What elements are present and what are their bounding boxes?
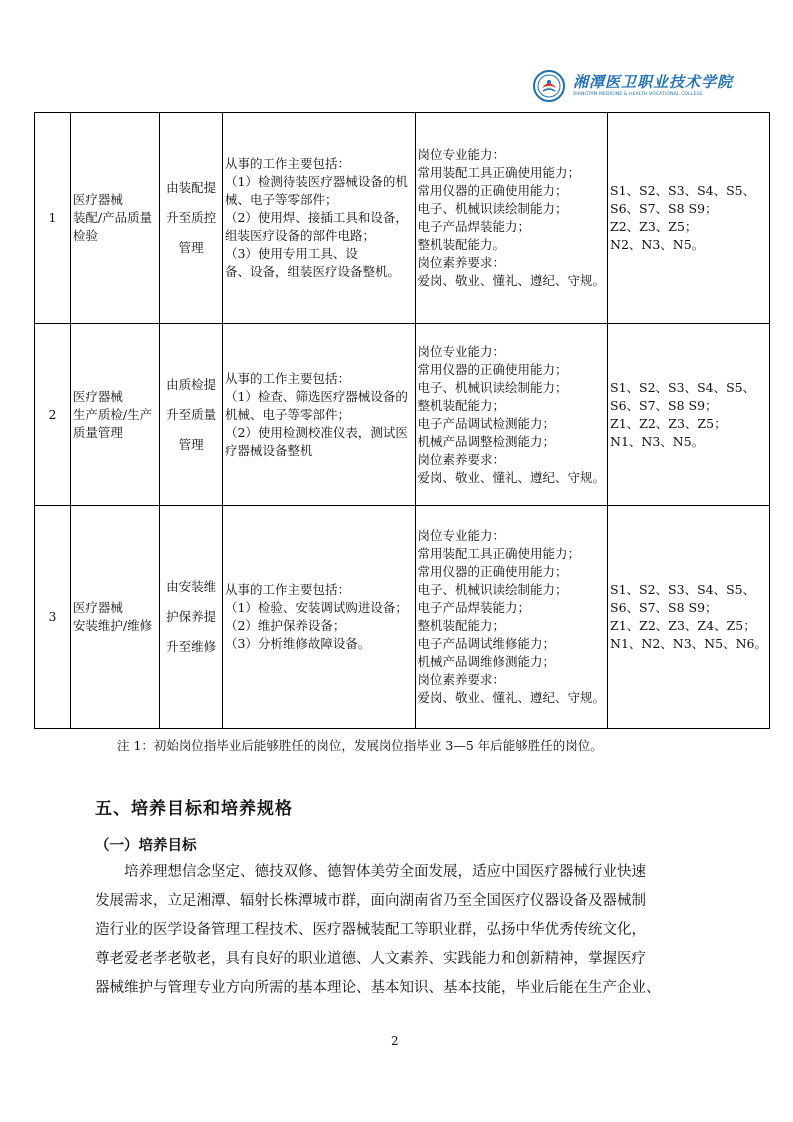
paragraph-line: 培养理想信念坚定、德技双修、德智体美劳全面发展，适应中国医疗器械行业快速 [95, 864, 646, 880]
row-number: 1 [35, 113, 71, 324]
job-abilities: 岗位专业能力： 常用仪器的正确使用能力； 电子、机械识读绘制能力； 整机装配能力； 电子产品调试检测能力； 机械产品调整检测能力； 岗位素养要求： 爱岗、敬业、懂礼、遵纪、守规。 [415, 324, 608, 506]
college-logo [533, 70, 734, 106]
college-name-cn: 湘潭医卫职业技术学院 [573, 73, 734, 91]
job-tasks: 从事的工作主要包括： （1）检测待装医疗器械设备的机 械、电子等零部件； （2）使用焊、接插工具和设备， 组装医疗设备的部件电路； （3）使用专用工具、设 备、设备，组装医疗设备整机。 [222, 113, 415, 324]
ability-codes: S1、S2、S3、S4、S5、 S6、S7、S8 S9； Z1、Z2、Z3、Z5； N1、N3、N5。 [608, 324, 770, 506]
college-emblem-icon [533, 70, 565, 102]
table-row [35, 113, 770, 324]
job-abilities: 岗位专业能力： 常用装配工具正确使用能力； 常用仪器的正确使用能力； 电子、机械识读绘制能力； 电子产品焊装能力； 整机装配能力。 岗位素养要求： 爱岗、敬业、懂礼、遵纪、守规。 [415, 113, 608, 324]
ability-codes: S1、S2、S3、S4、S5、 S6、S7、S8 S9； Z2、Z3、Z5； N2、N3、N5。 [608, 113, 770, 324]
job-title: 医疗器械 安装维护/维修 [70, 506, 159, 729]
job-table [34, 112, 770, 729]
career-path: 由质检提 升至质量 管理 [160, 324, 223, 506]
row-number: 2 [35, 324, 71, 506]
row-number: 3 [35, 506, 71, 729]
table-row [35, 324, 770, 506]
career-path: 由安装维 护保养提 升至维修 [160, 506, 223, 729]
ability-codes: S1、S2、S3、S4、S5、 S6、S7、S8 S9； Z1、Z2、Z3、Z4、Z5； N1、N2、N3、N5、N6。 [608, 506, 770, 729]
section-heading: 五、培养目标和培养规格 [95, 799, 293, 819]
job-tasks: 从事的工作主要包括： （1）检查、筛选医疗器械设备的 机械、电子等零部件； （2）使用检测校准仪表，测试医 疗器械设备整机 [222, 324, 415, 506]
paragraph-line: 发展需求，立足湘潭、辐射长株潭城市群，面向湖南省乃至全国医疗仪器设备及器械制 [95, 893, 646, 909]
subsection-heading: （一）培养目标 [95, 838, 197, 854]
college-name-en: XIANGTAN MEDICINE & HEALTH VOCATIONAL COLLEGE [573, 92, 704, 97]
table-row [35, 506, 770, 729]
paragraph-line: 尊老爱老孝老敬老，具有良好的职业道德、人文素养、实践能力和创新精神，掌握医疗 [95, 951, 646, 967]
page-number: 2 [391, 1034, 399, 1048]
job-title: 医疗器械 生产质检/生产 质量管理 [70, 324, 159, 506]
table-note: 注 1：初始岗位指毕业后能够胜任的岗位，发展岗位指毕业 3—5 年后能够胜任的岗位。 [117, 738, 603, 753]
job-title: 医疗器械 装配/产品质量 检验 [70, 113, 159, 324]
body-paragraph [95, 858, 707, 1003]
career-path: 由装配提 升至质控 管理 [160, 113, 223, 324]
paragraph-line: 造行业的医学设备管理工程技术、医疗器械装配工等职业群，弘扬中华优秀传统文化， [95, 922, 646, 938]
paragraph-line: 器械维护与管理专业方向所需的基本理论、基本知识、基本技能，毕业后能在生产企业、 [95, 980, 661, 996]
job-abilities: 岗位专业能力： 常用装配工具正确使用能力； 常用仪器的正确使用能力； 电子、机械识读绘制能力； 电子产品焊装能力； 整机装配能力； 电子产品调试维修能力； 机械产品调维修测能力； 岗位素养要求： 爱岗、敬业、懂礼、遵纪、守规。 [415, 506, 608, 729]
job-tasks: 从事的工作主要包括： （1）检验、安装调试购进设备； （2）维护保养设备； （3）分析维修故障设备。 [222, 506, 415, 729]
